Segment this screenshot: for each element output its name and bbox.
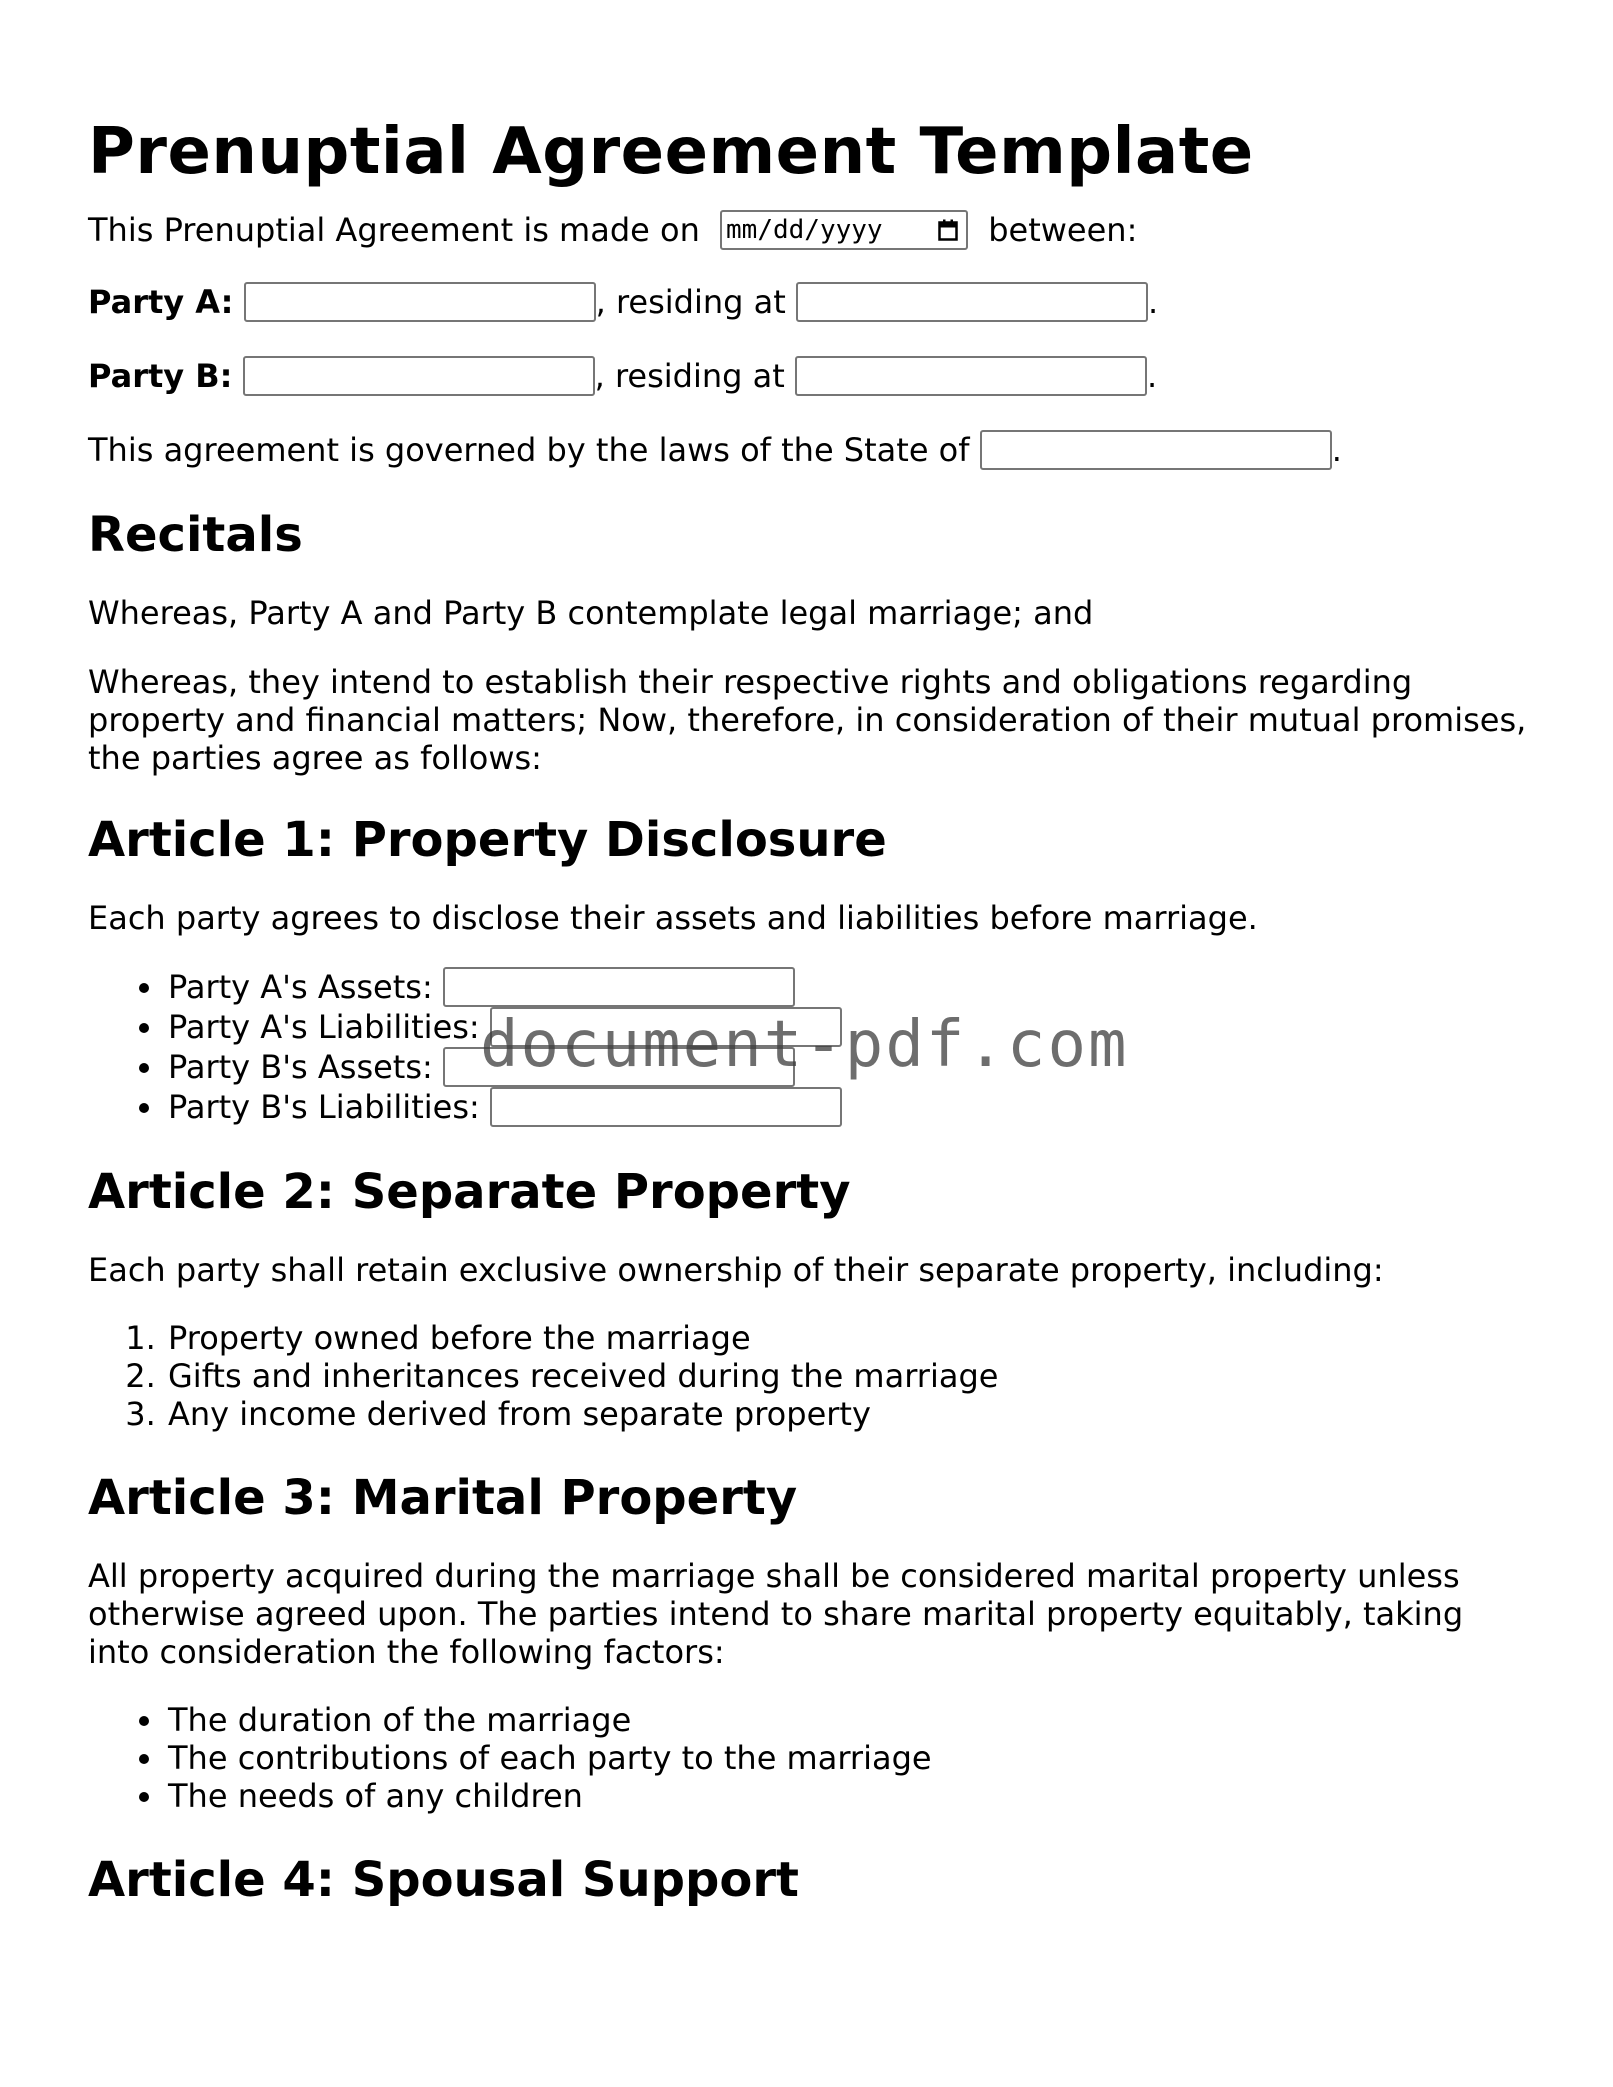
party-b-liabilities-input[interactable] (490, 1087, 842, 1127)
party-b-line (88, 356, 1528, 396)
party-a-liabilities-input[interactable] (490, 1007, 842, 1047)
article-3-list (88, 1701, 1528, 1815)
party-a-residing-text: , residing at (595, 283, 796, 321)
list-item (166, 967, 1528, 1007)
party-b-liabilities-label: • Party B's Liabilities: (168, 1088, 490, 1126)
party-a-liabilities-label: • Party A's Liabilities: (168, 1008, 490, 1046)
recitals-heading: Recitals (88, 507, 303, 563)
article-2-list (88, 1319, 1528, 1433)
governing-law-line (88, 430, 1528, 470)
party-a-label: Party A: (88, 283, 234, 321)
calendar-icon[interactable] (938, 219, 958, 241)
party-a-period: . (1147, 283, 1159, 321)
agreement-date-input[interactable] (720, 210, 968, 250)
list-item: • The needs of any children (166, 1777, 1528, 1815)
party-b-address-input[interactable] (795, 356, 1147, 396)
party-a-line (88, 282, 1528, 322)
article-1-text: Each party agrees to disclose their assets and liabilities before marriage. (88, 899, 1258, 937)
date-placeholder: mm/dd/yyyy (726, 215, 883, 245)
recitals-paragraph-2: Whereas, they intend to establish their respective rights and obligations regarding property and financial matters; Now, therefore, in consideration of their mutual promises, the parties agree as follows: (88, 663, 1527, 777)
list-item: 2. Gifts and inheritances received during the marriage (166, 1357, 1528, 1395)
list-item (166, 1087, 1528, 1127)
list-item: • The duration of the marriage (166, 1701, 1528, 1739)
watermark: document-pdf.com (480, 1008, 1129, 1082)
intro-prefix: This Prenuptial Agreement is made on (88, 211, 711, 249)
article-1-list (88, 967, 1528, 1127)
article-1-heading: Article 1: Property Disclosure (88, 812, 887, 868)
party-b-period: . (1146, 357, 1158, 395)
article-3-text: All property acquired during the marriage shall be considered marital property unless otherwise agreed upon. The parties intend to share marital property equitably, taking into consideration the following factors: (88, 1557, 1464, 1671)
document-page (88, 0, 1528, 1909)
intro-suffix: between: (978, 211, 1138, 249)
intro-line (88, 210, 1528, 250)
recitals-paragraph-1: Whereas, Party A and Party B contemplate legal marriage; and (88, 594, 1094, 632)
article-2-heading: Article 2: Separate Property (88, 1164, 851, 1220)
party-b-name-input[interactable] (243, 356, 595, 396)
party-a-address-input[interactable] (796, 282, 1148, 322)
party-a-assets-label: • Party A's Assets: (168, 968, 443, 1006)
party-a-assets-input[interactable] (443, 967, 795, 1007)
list-item: • The contributions of each party to the marriage (166, 1739, 1528, 1777)
article-4-heading: Article 4: Spousal Support (88, 1852, 799, 1908)
party-b-assets-input[interactable] (443, 1047, 795, 1087)
list-item: 1. Property owned before the marriage (166, 1319, 1528, 1357)
party-a-name-input[interactable] (244, 282, 596, 322)
list-item (166, 1007, 1528, 1047)
governing-law-text: This agreement is governed by the laws of the State of (88, 431, 980, 469)
party-b-residing-text: , residing at (594, 357, 795, 395)
party-b-assets-label: • Party B's Assets: (168, 1048, 443, 1086)
state-input[interactable] (980, 430, 1332, 470)
page-title: Prenuptial Agreement Template (88, 115, 1254, 189)
article-3-heading: Article 3: Marital Property (88, 1470, 798, 1526)
governing-law-period: . (1331, 431, 1342, 469)
list-item: 3. Any income derived from separate property (166, 1395, 1528, 1433)
party-b-label: Party B: (88, 357, 233, 395)
article-2-text: Each party shall retain exclusive ownership of their separate property, including: (88, 1251, 1384, 1289)
list-item (166, 1047, 1528, 1087)
